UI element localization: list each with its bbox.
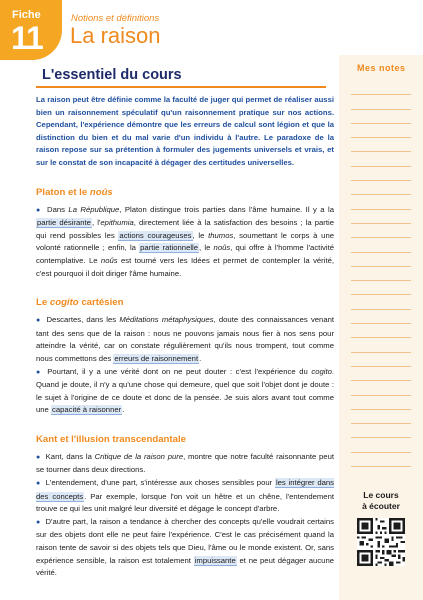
note-line (351, 210, 411, 224)
title-text: Platon et le (36, 186, 90, 198)
listen-box[interactable] (347, 485, 415, 597)
notes-label: Mes notes (357, 63, 406, 73)
main-content (36, 66, 334, 580)
text: . (122, 405, 125, 415)
text: D'autre part, la raison a tendance à chercher des concepts qu'elle voudrait certains sur des objets dont elle ne peut faire l'expérience. C'est le cas précisément quand la raison tente de savoir si des objets tels que Dieu, l'âme ou le monde existent. Or, sans expérience sensible, la raison est totalement (36, 516, 335, 565)
note-line (351, 324, 411, 338)
text: , soumettant le corps à une volonté rationnelle ; enfin, la (36, 230, 334, 253)
qr-code-icon[interactable] (357, 518, 405, 566)
text: Kant, dans la (45, 451, 95, 461)
text-italic: Critique de la raison pure (94, 451, 184, 461)
text: , doute des connaissances venant tant des sens que de la raison : nous ne pouvons jamais nous fier à nos sens pour atteindre la vérité, car on constate régulièrement qu'ils nous trompent, tout comme nous commettons des (36, 315, 335, 363)
note-line (351, 438, 411, 452)
highlight-term[interactable]: actions courageuses (119, 230, 192, 240)
listen-label (347, 490, 415, 512)
heading-underline (36, 86, 326, 88)
text: Dans (47, 204, 69, 214)
text-italic: epithumia (100, 218, 134, 228)
text: Descartes, dans les (46, 315, 120, 325)
note-line (351, 281, 411, 295)
text: et ne peut dégager aucune vérité. (36, 555, 334, 578)
paragraph-kant-1 (36, 451, 334, 477)
note-line (351, 95, 411, 109)
text: Pourtant, il y a une vérité dont on ne peut douter : c'est l'expérience du (47, 366, 312, 376)
text-italic: noûs (213, 243, 231, 253)
note-line (351, 353, 411, 367)
highlight-term[interactable]: impuissante (194, 555, 236, 565)
text: . (199, 353, 202, 363)
note-line (351, 338, 411, 352)
fiche-label: Fiche (12, 9, 41, 21)
notes-sidebar (339, 55, 423, 600)
note-line (351, 110, 411, 124)
text: , directement liée à la satisfaction des besoins ; la partie qui rend possibles les (36, 218, 334, 240)
bullet-icon: ● (36, 453, 41, 461)
text-italic: thumos (208, 230, 234, 240)
paragraph-kant-2 (36, 477, 334, 516)
note-line (351, 81, 411, 95)
section-title-platon (36, 187, 334, 199)
highlight-term[interactable]: capacité à raisonner (51, 405, 122, 415)
note-line (351, 195, 411, 209)
text: . Par exemple, lorsque l'on voit un hêtre et un chêne, l'entendement trouve ce qui les unit malgré leur diversité et dégage le concept d'arbre. (36, 491, 334, 514)
fiche-number: 11 (11, 20, 43, 56)
fiche-tab (0, 0, 62, 60)
title-italic: cogito (49, 297, 79, 309)
paragraph-platon (36, 204, 334, 281)
note-line (351, 381, 411, 395)
note-line (351, 453, 411, 467)
note-line (351, 224, 411, 238)
note-line (351, 367, 411, 381)
note-line (351, 310, 411, 324)
highlight-term[interactable]: erreurs de raisonnement (114, 353, 199, 363)
highlight-term[interactable]: les intégrer dans des concepts (36, 478, 334, 501)
title-italic: noûs (89, 186, 113, 198)
note-line (351, 410, 411, 424)
note-line (351, 295, 411, 309)
note-lines (351, 81, 411, 467)
paragraph-kant-3 (36, 516, 334, 580)
text-italic: La République (68, 204, 120, 214)
bullet-icon: ● (36, 518, 41, 526)
highlight-term[interactable]: partie rationnelle (140, 243, 199, 253)
note-line (351, 138, 411, 152)
note-line (351, 181, 411, 195)
highlight-term[interactable]: partie désirante (37, 218, 91, 228)
text: . Quand je doute, il n'y a qu'une chose qui demeure, quel que soit l'objet dont je doute : le sujet à l'origine de ce doute et donc de la pensée. Je suis alors avant tout comme une (36, 366, 334, 415)
bullet-icon: ● (36, 480, 41, 488)
title-text: Le (36, 297, 50, 309)
note-line (351, 396, 411, 410)
header-subtitle: Notions et définitions (71, 13, 160, 24)
text: , Platon distingue trois parties dans l'âme humaine. Il y a la (119, 204, 334, 214)
listen-label-line2: à écouter (362, 501, 400, 511)
note-line (351, 267, 411, 281)
intro-paragraph: La raison peut être définie comme la faculté de juger qui permet de réaliser aussi bien un raisonnement spéculatif qu'un raisonnement pratique sur nos actions. Cependant, l'expérience démontre que les erreurs de calcul sont légion et que la distinction du bien et du mal varie d'un individu à l'autre. Le paradoxe de la raison repose sur sa prétention à formuler des jugements universels et vrais, et sur le constat de son incapacité à dégager des certitudes universelles. (36, 95, 334, 167)
bullet-icon: ● (36, 206, 42, 214)
paragraph-descartes-2 (36, 366, 334, 417)
title-text: cartésien (78, 297, 124, 309)
section-title-cogito (36, 297, 334, 309)
note-line (351, 167, 411, 181)
section-title-kant: Kant et l'illusion transcendantale (36, 433, 186, 445)
listen-label-line1: Le cours (363, 490, 399, 500)
text: L'entendement, d'une part, s'intéresse aux choses sensibles pour (45, 478, 275, 488)
bullet-icon: ● (36, 368, 42, 376)
note-line (351, 152, 411, 166)
note-line (351, 253, 411, 267)
section-heading: L'essentiel du cours (42, 67, 182, 83)
note-line (351, 238, 411, 252)
text: , le (199, 243, 214, 253)
text: , le (192, 230, 209, 240)
text: , qui offre à l'homme l'activité contemplative. Le (36, 243, 334, 265)
page-title: La raison (70, 23, 161, 48)
text-italic: cogito (311, 366, 332, 376)
note-line (351, 124, 411, 138)
text: est tourné vers les Idées et permet de contempler la vérité, c'est pourquoi il doit diriger l'âme humaine. (36, 255, 334, 278)
text: , l' (91, 218, 101, 228)
note-line (351, 424, 411, 438)
bullet-icon: ● (36, 317, 42, 325)
text: , montre que notre faculté raisonnante peut se tourner dans deux directions. (36, 451, 334, 475)
text-italic: Méditations métaphysiques (119, 315, 214, 325)
paragraph-descartes-1 (36, 314, 334, 365)
text-italic: noûs (100, 255, 118, 265)
